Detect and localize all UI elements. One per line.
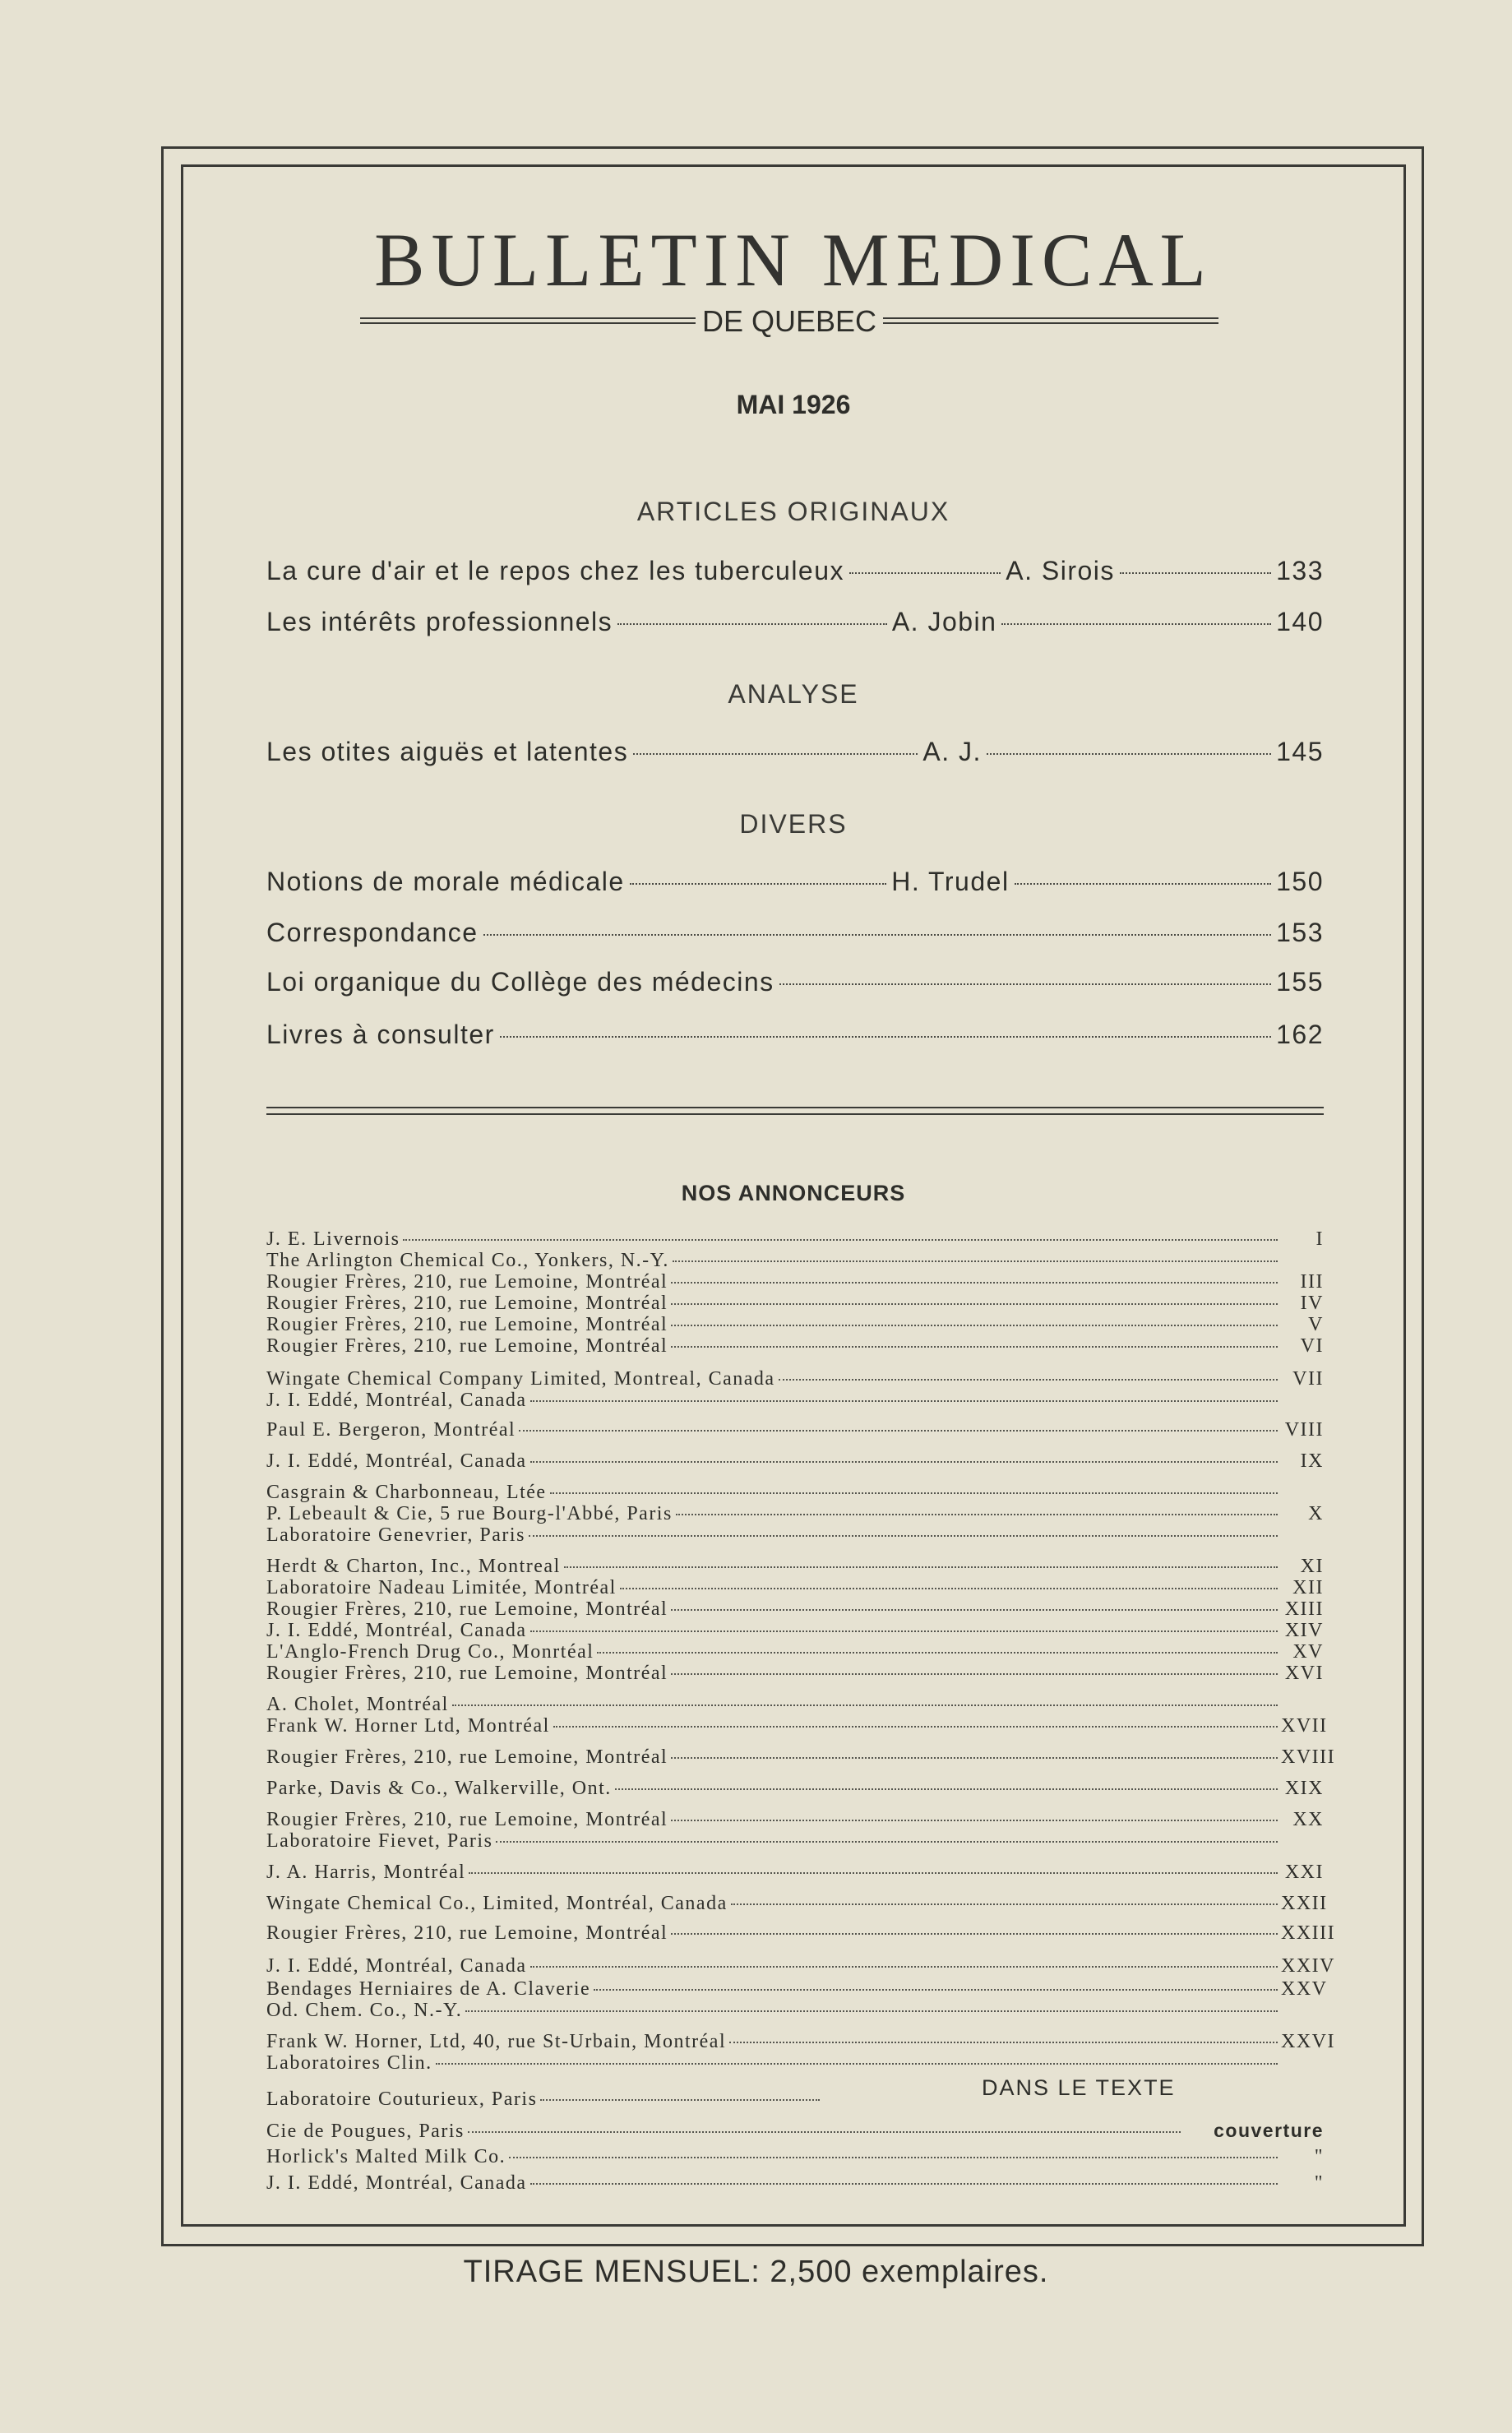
toc-page: 162 bbox=[1276, 1020, 1324, 1049]
annonceur-name: Wingate Chemical Company Limited, Montreal, Canada bbox=[266, 1368, 775, 1390]
issue-date: MAI 1926 bbox=[736, 390, 851, 419]
dot-leader bbox=[509, 2157, 1278, 2158]
annonceur-page: " bbox=[1314, 2146, 1324, 2167]
toc-title: Les intérêts professionnels bbox=[266, 607, 613, 636]
annonceur-row[interactable] bbox=[266, 1809, 1324, 1830]
annonceur-name: Frank W. Horner Ltd, Montréal bbox=[266, 1715, 550, 1737]
dot-leader bbox=[673, 1260, 1278, 1262]
dot-leader bbox=[729, 2042, 1278, 2043]
dot-leader bbox=[452, 1704, 1278, 1706]
toc-row[interactable] bbox=[266, 607, 1324, 643]
annonceur-page: XXVI bbox=[1281, 2031, 1335, 2052]
annonceur-row[interactable] bbox=[266, 1556, 1324, 1577]
dot-leader bbox=[671, 1673, 1278, 1675]
annonceur-name: Laboratoires Clin. bbox=[266, 2052, 432, 2074]
annonceur-name: Parke, Davis & Co., Walkerville, Ont. bbox=[266, 1778, 612, 1799]
annonceur-name: Rougier Frères, 210, rue Lemoine, Montréal bbox=[266, 1271, 668, 1293]
toc-author: A. Jobin bbox=[891, 607, 997, 636]
annonceur-page: XVIII bbox=[1281, 1746, 1336, 1768]
dot-leader bbox=[530, 2183, 1278, 2185]
dot-leader bbox=[779, 983, 1271, 985]
dot-leader bbox=[469, 1872, 1278, 1874]
annonceur-row[interactable] bbox=[266, 1250, 1324, 1271]
dot-leader bbox=[530, 1400, 1278, 1402]
toc-page: 150 bbox=[1276, 867, 1325, 896]
annonceur-name: Rougier Frères, 210, rue Lemoine, Montréal bbox=[266, 1809, 668, 1830]
section-heading-articles: ARTICLES ORIGINAUX bbox=[636, 497, 950, 526]
annonceur-name: P. Lebeault & Cie, 5 rue Bourg-l'Abbé, Paris bbox=[266, 1503, 673, 1524]
annonceur-page: XVI bbox=[1284, 1663, 1324, 1684]
annonceur-page: VIII bbox=[1284, 1419, 1324, 1441]
dot-leader bbox=[594, 1989, 1278, 1991]
dot-leader bbox=[403, 1239, 1278, 1241]
annonceur-name: Horlick's Malted Milk Co. bbox=[266, 2146, 506, 2167]
annonceur-name: J. I. Eddé, Montréal, Canada bbox=[266, 1390, 527, 1411]
dot-leader bbox=[530, 1630, 1278, 1632]
dans-le-texte-label: DANS LE TEXTE bbox=[982, 2075, 1176, 2100]
dot-leader bbox=[553, 1726, 1278, 1728]
annonceur-row[interactable] bbox=[266, 2120, 1324, 2141]
dot-leader bbox=[530, 1966, 1278, 1968]
dot-leader bbox=[671, 1303, 1278, 1305]
annonceur-name: Bendages Herniaires de A. Claverie bbox=[266, 1978, 591, 2000]
annonceur-row[interactable] bbox=[266, 1598, 1324, 1620]
annonceur-row[interactable] bbox=[266, 2146, 1324, 2167]
toc-title: Les otites aiguës et latentes bbox=[266, 737, 629, 766]
annonceur-name: Herdt & Charton, Inc., Montreal bbox=[266, 1556, 561, 1577]
subtitle-row bbox=[360, 303, 1218, 338]
dot-leader bbox=[550, 1492, 1278, 1494]
toc-page: 145 bbox=[1276, 737, 1325, 766]
annonceur-name: J. I. Eddé, Montréal, Canada bbox=[266, 1955, 527, 1977]
annonceur-row[interactable] bbox=[266, 1335, 1324, 1357]
annonceur-row[interactable] bbox=[266, 1746, 1336, 1768]
annonceur-page: V bbox=[1308, 1314, 1324, 1335]
annonceur-name: J. I. Eddé, Montréal, Canada bbox=[266, 2172, 527, 2194]
annonceur-row[interactable] bbox=[266, 1503, 1324, 1524]
annonceur-name: Rougier Frères, 210, rue Lemoine, Montréal bbox=[266, 1335, 668, 1357]
dot-leader bbox=[483, 934, 1272, 936]
dot-leader bbox=[630, 883, 887, 885]
annonceur-row[interactable] bbox=[266, 2031, 1335, 2052]
annonceur-name: Rougier Frères, 210, rue Lemoine, Montréal bbox=[266, 1922, 668, 1944]
annonceur-page: " bbox=[1314, 2172, 1324, 2194]
annonceur-page: X bbox=[1308, 1503, 1324, 1524]
annonceur-row[interactable] bbox=[266, 1715, 1328, 1737]
annonceur-name: L'Anglo-French Drug Co., Monrtéal bbox=[266, 1641, 594, 1663]
toc-row[interactable] bbox=[266, 867, 1324, 903]
toc-title: Loi organique du Collège des médecins bbox=[266, 967, 774, 997]
annonceur-page: XXIV bbox=[1281, 1955, 1335, 1977]
annonceurs-heading: NOS ANNONCEURS bbox=[681, 1181, 906, 1205]
subtitle-rule-left bbox=[360, 317, 696, 324]
annonceur-row[interactable] bbox=[266, 1893, 1328, 1914]
annonceur-row[interactable] bbox=[266, 1524, 1324, 1546]
dot-leader bbox=[465, 2010, 1278, 2012]
annonceur-name: J. I. Eddé, Montréal, Canada bbox=[266, 1620, 527, 1641]
toc-page: 140 bbox=[1276, 607, 1325, 636]
toc-author: H. Trudel bbox=[891, 867, 1010, 896]
dot-leader bbox=[676, 1514, 1278, 1515]
annonceur-page: XI bbox=[1300, 1556, 1324, 1577]
annonceur-row[interactable] bbox=[266, 1482, 1324, 1503]
toc-row[interactable] bbox=[266, 967, 1324, 1003]
annonceur-row[interactable] bbox=[266, 1450, 1324, 1472]
annonceur-row[interactable] bbox=[266, 1314, 1324, 1335]
annonceur-name: Casgrain & Charbonneau, Ltée bbox=[266, 1482, 547, 1503]
annonceur-name: Rougier Frères, 210, rue Lemoine, Montréal bbox=[266, 1293, 668, 1314]
dot-leader bbox=[620, 1588, 1278, 1589]
annonceur-row[interactable] bbox=[266, 2172, 1324, 2194]
dot-leader bbox=[436, 2063, 1278, 2065]
annonceur-name: Laboratoire Genevrier, Paris bbox=[266, 1524, 525, 1546]
annonceur-row[interactable] bbox=[266, 2052, 1324, 2074]
annonceur-row[interactable] bbox=[266, 1293, 1324, 1314]
dot-leader bbox=[530, 1461, 1278, 1463]
annonceur-row[interactable] bbox=[266, 1830, 1324, 1852]
annonceur-name: Od. Chem. Co., N.-Y. bbox=[266, 2000, 463, 2021]
annonceur-name: Frank W. Horner, Ltd, 40, rue St-Urbain, Montréal bbox=[266, 2031, 727, 2052]
annonceur-name: Cie de Pougues, Paris bbox=[266, 2121, 465, 2142]
annonceur-page: XIV bbox=[1284, 1620, 1324, 1641]
annonceur-name: J. A. Harris, Montréal bbox=[266, 1862, 466, 1883]
annonceur-row[interactable] bbox=[266, 1663, 1324, 1684]
toc-page: 153 bbox=[1276, 918, 1324, 947]
toc-title: Correspondance bbox=[266, 918, 479, 947]
annonceur-name: J. I. Eddé, Montréal, Canada bbox=[266, 1450, 527, 1472]
annonceur-row[interactable] bbox=[266, 1862, 1324, 1883]
annonceur-name: Laboratoire Nadeau Limitée, Montréal bbox=[266, 1577, 617, 1598]
annonceur-page: VII bbox=[1292, 1368, 1324, 1390]
annonceur-row[interactable] bbox=[266, 1620, 1324, 1641]
toc-row[interactable] bbox=[266, 1020, 1324, 1056]
dot-leader bbox=[671, 1757, 1278, 1759]
annonceur-row[interactable] bbox=[266, 1978, 1328, 2000]
annonceur-page: IV bbox=[1300, 1293, 1324, 1314]
annonceur-page: couverture bbox=[1214, 2120, 1324, 2141]
bulletin-title: BULLETIN MEDICAL bbox=[374, 218, 1213, 302]
annonceur-name: Paul E. Bergeron, Montréal bbox=[266, 1419, 516, 1441]
annonceur-row[interactable] bbox=[266, 1922, 1336, 1944]
dot-leader bbox=[564, 1566, 1278, 1568]
section-heading-divers: DIVERS bbox=[739, 809, 848, 839]
dot-leader bbox=[529, 1535, 1278, 1537]
annonceur-page: I bbox=[1315, 1228, 1324, 1250]
dot-leader bbox=[540, 2099, 820, 2101]
dot-leader bbox=[500, 1036, 1271, 1038]
annonceur-name: Rougier Frères, 210, rue Lemoine, Montréal bbox=[266, 1598, 668, 1620]
annonceur-row[interactable] bbox=[266, 1641, 1324, 1663]
annonceur-page: XIX bbox=[1284, 1778, 1324, 1799]
annonceur-page: XXI bbox=[1284, 1862, 1324, 1883]
dot-leader bbox=[731, 1903, 1278, 1905]
annonceur-row[interactable] bbox=[266, 1955, 1335, 1977]
dot-leader bbox=[671, 1325, 1278, 1326]
annonceur-row[interactable] bbox=[266, 1778, 1324, 1799]
annonceur-row[interactable] bbox=[266, 1368, 1324, 1390]
dot-leader bbox=[987, 753, 1271, 755]
annonceur-name: Laboratoire Fievet, Paris bbox=[266, 1830, 493, 1852]
annonceur-row[interactable] bbox=[266, 1390, 1324, 1411]
annonceur-page: XV bbox=[1292, 1641, 1324, 1663]
dot-leader bbox=[468, 2131, 1181, 2133]
toc-page: 133 bbox=[1276, 556, 1325, 585]
annonceur-row[interactable] bbox=[266, 1271, 1324, 1293]
toc-row[interactable] bbox=[266, 737, 1324, 773]
subtitle-rule-right bbox=[883, 317, 1218, 324]
dot-leader bbox=[633, 753, 918, 755]
annonceur-page: XXII bbox=[1281, 1893, 1328, 1914]
dot-leader bbox=[671, 1820, 1278, 1821]
toc-title: Notions de morale médicale bbox=[266, 867, 625, 896]
dot-leader bbox=[779, 1379, 1278, 1381]
toc-author: A. Sirois bbox=[1006, 556, 1115, 585]
annonceur-page: XX bbox=[1292, 1809, 1324, 1830]
toc-author: A. J. bbox=[922, 737, 982, 766]
annonceur-page: III bbox=[1300, 1271, 1324, 1293]
dot-leader bbox=[849, 572, 1001, 574]
toc-page: 155 bbox=[1276, 967, 1324, 997]
annonceur-page: XXV bbox=[1281, 1978, 1328, 2000]
annonceur-page: XVII bbox=[1281, 1715, 1328, 1737]
dot-leader bbox=[617, 623, 887, 625]
section-separator bbox=[266, 1107, 1324, 1115]
annonceur-row[interactable] bbox=[266, 2000, 1324, 2021]
dot-leader bbox=[597, 1652, 1278, 1654]
subtitle: DE QUEBEC bbox=[701, 304, 877, 338]
annonceur-page: XXIII bbox=[1281, 1922, 1336, 1944]
dot-leader bbox=[671, 1282, 1278, 1284]
dot-leader bbox=[1120, 572, 1271, 574]
toc-title: Livres à consulter bbox=[266, 1020, 495, 1049]
annonceur-name: Rougier Frères, 210, rue Lemoine, Montréal bbox=[266, 1314, 668, 1335]
toc-title: La cure d'air et le repos chez les tuberculeux bbox=[266, 556, 845, 585]
toc-row[interactable] bbox=[266, 556, 1324, 592]
annonceur-row[interactable] bbox=[266, 1228, 1324, 1250]
dot-leader bbox=[1001, 623, 1271, 625]
dot-leader bbox=[671, 1346, 1278, 1348]
annonceur-name: A. Cholet, Montréal bbox=[266, 1694, 449, 1715]
annonceur-name: Rougier Frères, 210, rue Lemoine, Montréal bbox=[266, 1663, 668, 1684]
dot-leader bbox=[519, 1430, 1278, 1432]
annonceur-row[interactable] bbox=[266, 1694, 1324, 1715]
section-heading-analyse: ANALYSE bbox=[728, 679, 859, 709]
annonceur-page: XII bbox=[1292, 1577, 1324, 1598]
dot-leader bbox=[1015, 883, 1272, 885]
annonceur-name: Laboratoire Couturieux, Paris bbox=[266, 2088, 538, 2110]
annonceur-page: VI bbox=[1300, 1335, 1324, 1357]
annonceur-page: XIII bbox=[1284, 1598, 1324, 1620]
annonceur-name: Rougier Frères, 210, rue Lemoine, Montréal bbox=[266, 1746, 668, 1768]
annonceur-name: The Arlington Chemical Co., Yonkers, N.-Y. bbox=[266, 1250, 669, 1271]
toc-row[interactable] bbox=[266, 918, 1324, 954]
dot-leader bbox=[671, 1609, 1278, 1611]
annonceur-name: J. E. Livernois bbox=[266, 1228, 400, 1250]
tirage-footer: TIRAGE MENSUEL: 2,500 exemplaires. bbox=[463, 2255, 1049, 2289]
annonceur-row[interactable] bbox=[266, 1577, 1324, 1598]
annonceur-name: Wingate Chemical Co., Limited, Montréal, Canada bbox=[266, 1893, 728, 1914]
annonceur-row[interactable] bbox=[266, 1419, 1324, 1441]
dot-leader bbox=[496, 1841, 1278, 1843]
annonceur-page: IX bbox=[1300, 1450, 1324, 1472]
dot-leader bbox=[615, 1788, 1278, 1790]
dot-leader bbox=[671, 1933, 1278, 1935]
